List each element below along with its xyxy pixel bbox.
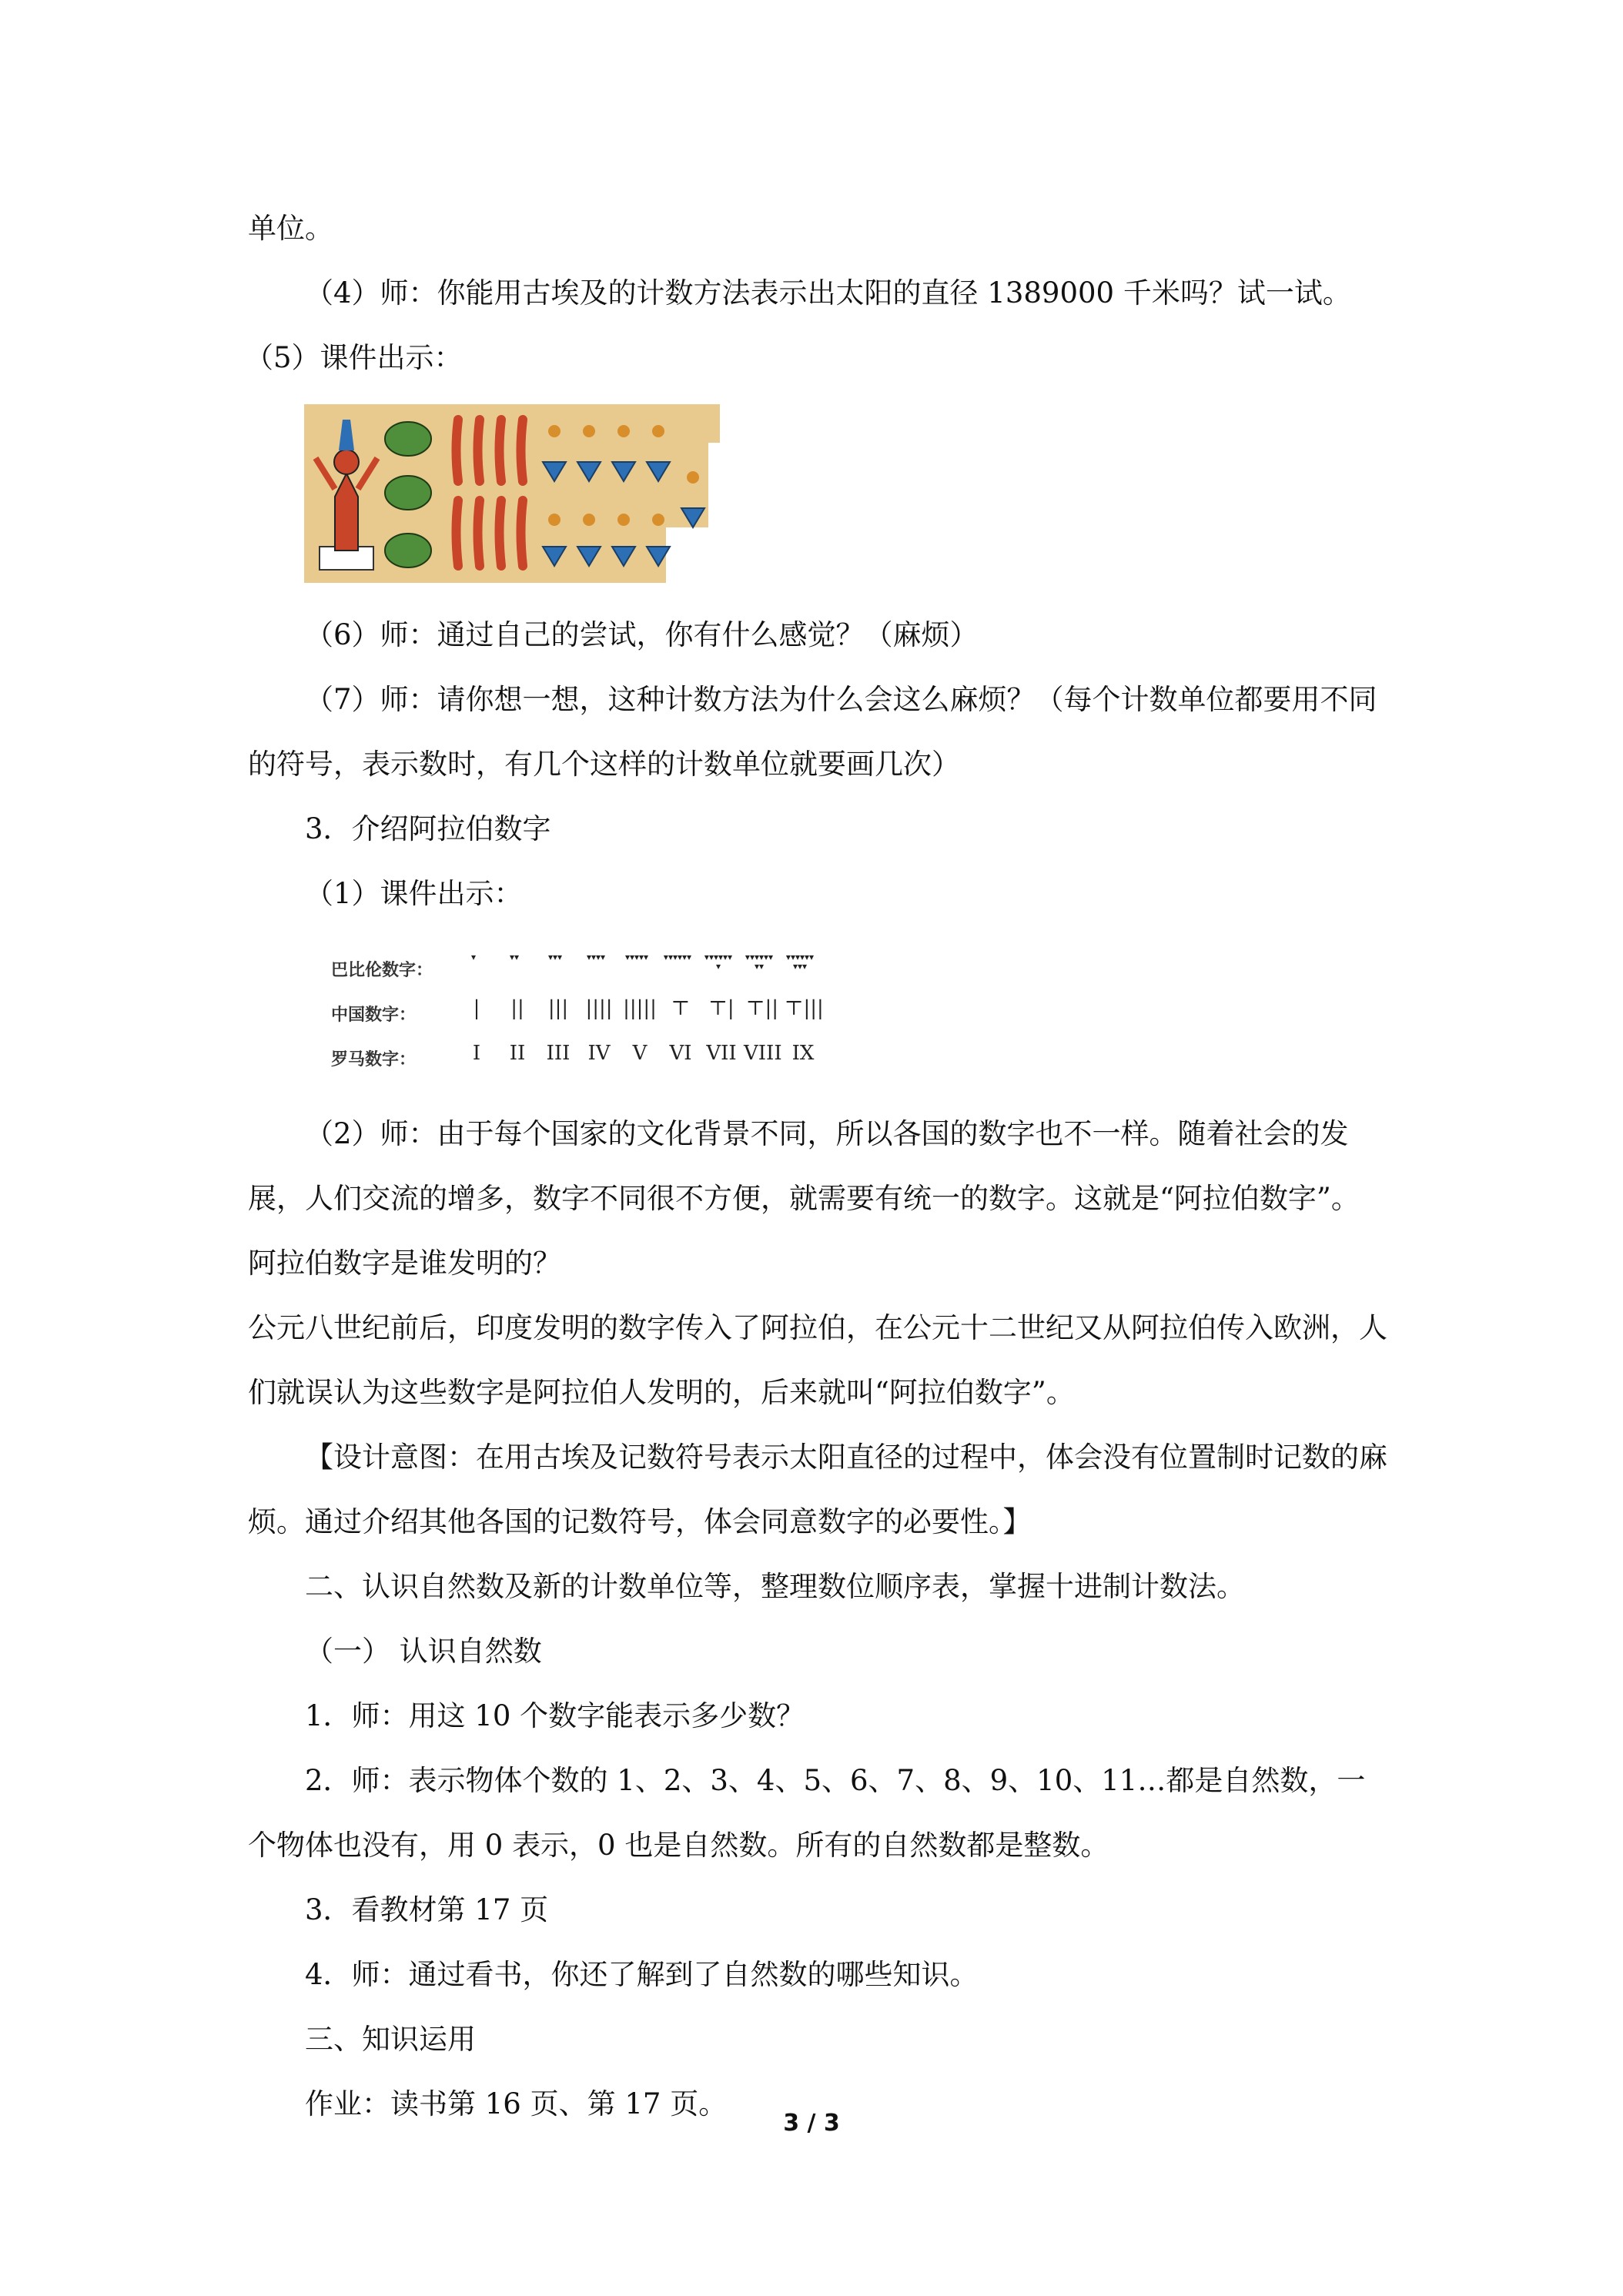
numeral-glyph: || bbox=[510, 997, 524, 1020]
numeral-glyph: ⊤ bbox=[671, 997, 691, 1020]
text-paragraph: 2．师：表示物体个数的 1、2、3、4、5、6、7、8、9、10、11…都是自然数，一个物体也没有，用 0 表示，0 也是自然数。所有的自然数都是整数。 bbox=[248, 1764, 1366, 1862]
subsection-heading: （一） 认识自然数 bbox=[305, 1635, 542, 1668]
text-line: 4．师：通过看书，你还了解到了自然数的哪些知识。 bbox=[305, 1958, 979, 1991]
text-paragraph: 公元八世纪前后，印度发明的数字传入了阿拉伯，在公元十二世纪又从阿拉伯传入欧洲，人们就误认为这些数字是阿拉伯人发明的，后来就叫“阿拉伯数字”。 bbox=[248, 1311, 1387, 1409]
numeral-glyph: ▾▾▾▾▾ bbox=[624, 952, 649, 962]
numeral-glyph: |||| bbox=[585, 997, 613, 1020]
text-line: （1）课件出示： bbox=[305, 877, 523, 910]
numeral-glyph: ▾▾▾▾▾▾ bbox=[663, 952, 692, 962]
section-heading: 三、知识运用 bbox=[305, 2023, 476, 2056]
numeral-glyph: | bbox=[473, 997, 480, 1020]
numeral-glyph: ⊤|| bbox=[746, 997, 778, 1020]
numeral-glyph: ▾▾▾▾▾▾▾▾ bbox=[745, 952, 774, 972]
text-line: 作业：读书第 16 页、第 17 页。 bbox=[305, 2087, 728, 2120]
text-line: （6）师：通过自己的尝试，你有什么感觉？（麻烦） bbox=[305, 618, 979, 651]
text-line: （4）师：你能用古埃及的计数方法表示出太阳的直径 1389000 千米吗？试一试。 bbox=[305, 276, 1351, 310]
text-paragraph: （7）师：请你想一想，这种计数方法为什么会这么麻烦？（每个计数单位都要用不同的符号，表示数时，有几个这样的计数单位就要画几次） bbox=[248, 683, 1377, 781]
numerals-comparison-figure bbox=[331, 935, 824, 1082]
text-line: 1．师：用这 10 个数字能表示多少数？ bbox=[305, 1699, 805, 1732]
design-intent-note: 【设计意图：在用古埃及记数符号表示太阳直径的过程中，体会没有位置制时记数的麻烦。通过介绍其他各国的记数符号，体会同意数字的必要性。】 bbox=[248, 1441, 1387, 1538]
text-paragraph: （2）师：由于每个国家的文化背景不同，所以各国的数字也不一样。随着社会的发展，人们交流的增多，数字不同很不方便，就需要有统一的数字。这就是“阿拉伯数字”。阿拉伯数字是谁发明的？ bbox=[248, 1117, 1360, 1280]
numeral-glyph: VI bbox=[669, 1042, 692, 1065]
numeral-glyph: ▾▾ bbox=[509, 952, 520, 962]
numeral-glyph: ||||| bbox=[623, 997, 657, 1020]
section-heading: 二、认识自然数及新的计数单位等，整理数位顺序表，掌握十进制计数法。 bbox=[305, 1570, 1245, 1603]
numeral-glyph: VIII bbox=[744, 1042, 782, 1065]
text-line: 3．看教材第 17 页 bbox=[305, 1893, 549, 1926]
egyptian-hieroglyph-figure bbox=[304, 404, 720, 583]
text-line: 3．介绍阿拉伯数字 bbox=[305, 812, 551, 845]
frog-icon bbox=[385, 422, 431, 567]
page-number: 3 / 3 bbox=[783, 2110, 840, 2137]
numeral-glyph: ▾▾▾▾ bbox=[586, 952, 606, 962]
numeral-glyph: III bbox=[546, 1042, 571, 1065]
numeral-row-label: 巴比伦数字： bbox=[331, 961, 433, 980]
numeral-glyph: ⊤||| bbox=[785, 997, 824, 1020]
numeral-glyph: ▾▾▾▾▾▾▾ bbox=[704, 952, 733, 972]
numeral-glyph: II bbox=[509, 1042, 526, 1065]
numeral-glyph: ▾▾▾ bbox=[547, 952, 563, 962]
numeral-glyph: ||| bbox=[547, 997, 569, 1020]
text-line: （5）课件出示： bbox=[245, 341, 463, 374]
numeral-glyph: VII bbox=[706, 1042, 737, 1065]
numeral-glyph: V bbox=[632, 1042, 648, 1065]
numeral-row-label: 罗马数字： bbox=[331, 1050, 417, 1069]
numeral-glyph: IV bbox=[587, 1042, 611, 1065]
numeral-glyph: I bbox=[472, 1042, 481, 1065]
numeral-row-label: 中国数字： bbox=[331, 1006, 417, 1025]
numeral-glyph: IX bbox=[791, 1042, 815, 1065]
numeral-glyph: ⊤| bbox=[708, 997, 735, 1020]
numeral-glyph: ▾▾▾▾▾▾▾▾▾ bbox=[785, 952, 815, 972]
text-line: 单位。 bbox=[248, 212, 333, 245]
numeral-glyph: ▾ bbox=[470, 952, 477, 962]
